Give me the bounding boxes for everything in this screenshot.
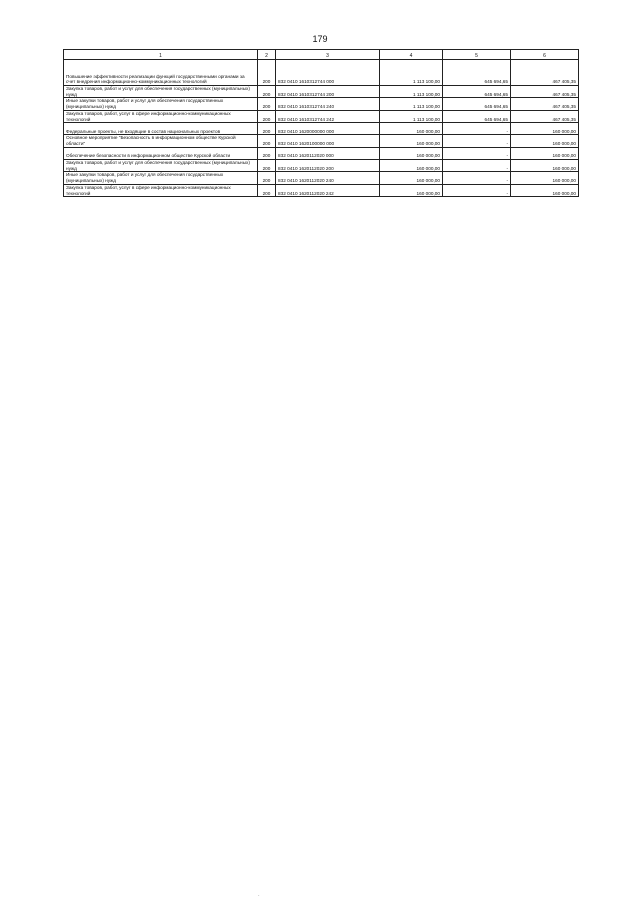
table-cell: 200 — [258, 60, 276, 86]
table-cell: 160 000,00 — [380, 123, 443, 135]
table-cell: 1 113 100,00 — [380, 98, 443, 110]
table-cell: 200 — [258, 184, 276, 196]
scan-marks: · — [258, 893, 260, 899]
table-cell: 467 405,35 — [511, 60, 579, 86]
table-cell: 160 000,00 — [511, 147, 579, 159]
table-cell: 160 000,00 — [511, 135, 579, 147]
table-cell: 160 000,00 — [380, 172, 443, 184]
header-cell: 3 — [276, 50, 380, 60]
table-cell: 1 113 100,00 — [380, 60, 443, 86]
table-cell: 200 — [258, 172, 276, 184]
table-body — [64, 60, 579, 197]
table-cell: - — [443, 172, 511, 184]
table-cell: 200 — [258, 135, 276, 147]
table-row — [64, 184, 579, 196]
table-cell: 200 — [258, 147, 276, 159]
table-cell: 160 000,00 — [380, 147, 443, 159]
table-cell: 200 — [258, 123, 276, 135]
table-cell: 645 694,65 — [443, 110, 511, 122]
table-cell: 200 — [258, 98, 276, 110]
table-cell: 160 000,00 — [380, 159, 443, 171]
table-cell: 160 000,00 — [511, 184, 579, 196]
table-row — [64, 110, 579, 122]
header-cell: 5 — [443, 50, 511, 60]
header-row — [64, 50, 579, 60]
table-cell: Основное мероприятие "Безопасность в информационном обществе Курской области" — [64, 135, 258, 147]
table-cell: Обеспечение безопасности в информационном обществе Курской области — [64, 147, 258, 159]
table-cell: 1 113 100,00 — [380, 110, 443, 122]
table-row — [64, 123, 579, 135]
table-cell: Закупка товаров, работ и услуг для обеспечения государственных (муниципальных) нужд — [64, 159, 258, 171]
table-row — [64, 172, 579, 184]
table-cell: 832 0410 1620112020 240 — [276, 172, 380, 184]
table-cell: 832 0410 1620112020 200 — [276, 159, 380, 171]
table-cell: 160 000,00 — [380, 184, 443, 196]
table-cell: Федеральные проекты, не входящие в состав национальных проектов — [64, 123, 258, 135]
table-cell: 1 113 100,00 — [380, 86, 443, 98]
table-cell: 160 000,00 — [511, 172, 579, 184]
table-cell: Повышение эффективности реализации функций государственными органами за счет внедрения информационно-коммуникационных технологий — [64, 60, 258, 86]
table-cell: 200 — [258, 86, 276, 98]
table-cell: Закупка товаров, работ, услуг в сфере информационно-коммуникационных технологий — [64, 184, 258, 196]
table-cell: 200 — [258, 159, 276, 171]
page-number: 179 — [312, 34, 328, 44]
table-cell: - — [443, 123, 511, 135]
table-cell: - — [443, 159, 511, 171]
table-cell: 645 694,65 — [443, 60, 511, 86]
header-cell: 2 — [258, 50, 276, 60]
table-row — [64, 86, 579, 98]
table-row — [64, 60, 579, 86]
table-cell: 467 405,35 — [511, 110, 579, 122]
header-cell: 4 — [380, 50, 443, 60]
table-cell: 832 0410 1620000000 000 — [276, 123, 380, 135]
table-cell: 832 0410 1620112020 242 — [276, 184, 380, 196]
table-cell: - — [443, 184, 511, 196]
table-row — [64, 98, 579, 110]
table-cell: Закупка товаров, работ и услуг для обеспечения государственных (муниципальных) нужд — [64, 86, 258, 98]
table-cell: 645 694,65 — [443, 98, 511, 110]
header-cell: 6 — [511, 50, 579, 60]
table-cell: - — [443, 135, 511, 147]
table-cell: Закупка товаров, работ, услуг в сфере информационно-коммуникационных технологий — [64, 110, 258, 122]
table-cell: Иные закупки товаров, работ и услуг для обеспечения государственных (муниципальных) нужд — [64, 98, 258, 110]
table-cell: 200 — [258, 110, 276, 122]
table-cell: 160 000,00 — [511, 159, 579, 171]
table-cell: 160 000,00 — [380, 135, 443, 147]
table-cell: 832 0410 1610312744 240 — [276, 98, 380, 110]
table-cell: 645 694,65 — [443, 86, 511, 98]
table-cell: - — [443, 147, 511, 159]
table-cell: 832 0410 1610312744 000 — [276, 60, 380, 86]
table-row — [64, 135, 579, 147]
table-cell: 467 405,35 — [511, 86, 579, 98]
header-cell: 1 — [64, 50, 258, 60]
table-cell: Иные закупки товаров, работ и услуг для обеспечения государственных (муниципальных) нужд — [64, 172, 258, 184]
budget-execution-table — [63, 49, 579, 197]
table-row — [64, 159, 579, 171]
table-cell: 160 000,00 — [511, 123, 579, 135]
table-row — [64, 147, 579, 159]
table-cell: 467 405,35 — [511, 98, 579, 110]
table-cell: 832 0410 1610312744 242 — [276, 110, 380, 122]
table-cell: 832 0410 1620100000 000 — [276, 135, 380, 147]
table-cell: 832 0410 1610312744 200 — [276, 86, 380, 98]
table-cell: 832 0410 1620112020 000 — [276, 147, 380, 159]
